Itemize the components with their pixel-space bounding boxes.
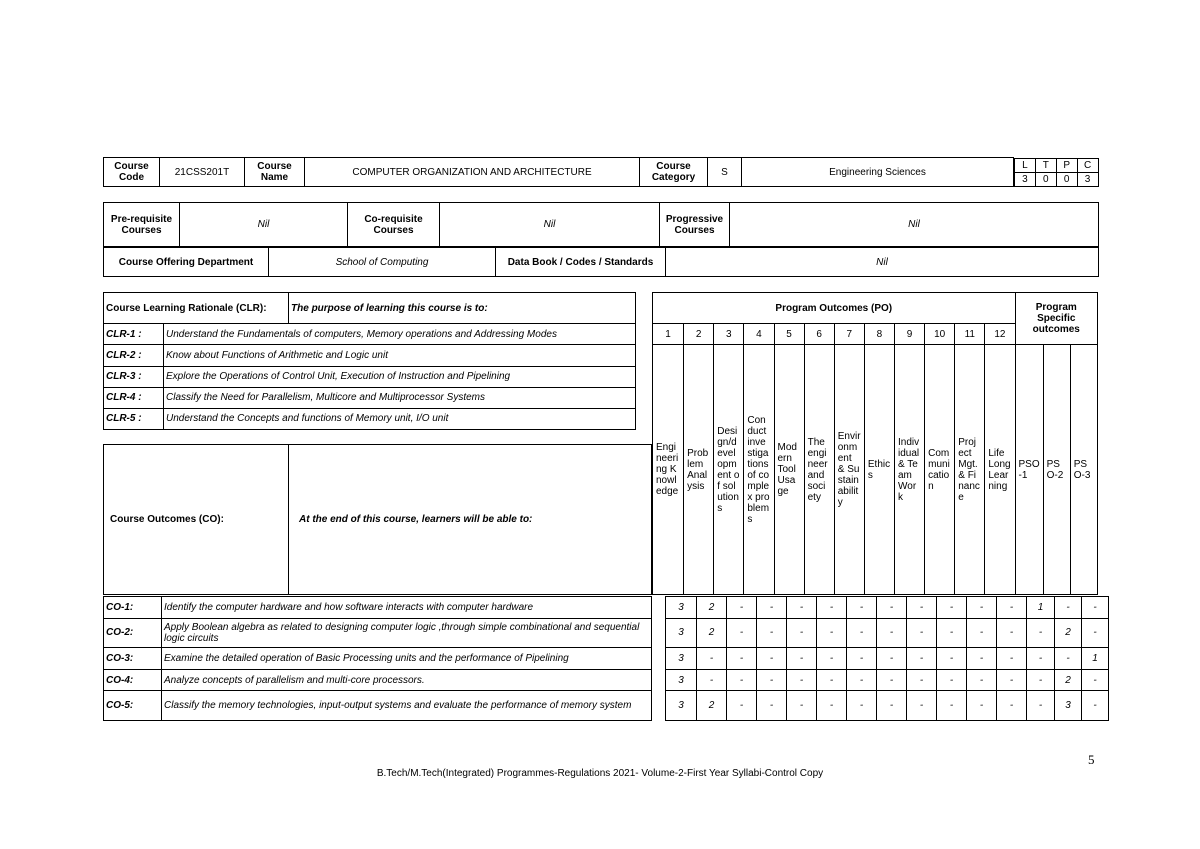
co-table	[103, 596, 1109, 721]
po-number: 2	[684, 324, 714, 345]
po-table	[652, 292, 1098, 595]
co-text: Analyze concepts of parallelism and multi-core processors.	[162, 669, 652, 691]
po-title: Program Outcomes (PO)	[653, 293, 1016, 324]
corequisite-value: Nil	[440, 203, 660, 247]
co-po-value: -	[757, 669, 787, 691]
co-id: CO-1:	[104, 597, 162, 619]
co-text: Classify the memory technologies, input-output systems and evaluate the performance of memory system	[162, 691, 652, 721]
clr-header-label: Course Learning Rationale (CLR):	[104, 293, 289, 324]
clr-text: Know about Functions of Arithmetic and Logic unit	[164, 345, 636, 366]
co-pso-value: 1	[1082, 648, 1109, 670]
po-name: Modern Tool Usage	[774, 345, 804, 595]
co-row	[104, 597, 1109, 619]
co-po-value: -	[967, 597, 997, 619]
po-name: Conduct investigations of complex problems	[744, 345, 774, 595]
po-name: Life Long Learning	[985, 345, 1015, 595]
po-name: Individual & Team Work	[895, 345, 925, 595]
ltpc-value: 0	[1056, 172, 1077, 186]
department-label: Course Offering Department	[104, 248, 269, 277]
course-code: 21CSS201T	[160, 158, 245, 187]
co-pso-value: -	[1082, 618, 1109, 648]
co-po-value: -	[997, 648, 1027, 670]
co-po-value: -	[877, 597, 907, 619]
co-header-text: At the end of this course, learners will be able to:	[289, 445, 652, 595]
co-pso-value: 3	[1055, 691, 1082, 721]
co-po-value: -	[847, 618, 877, 648]
co-po-value: -	[847, 597, 877, 619]
ltpc-value: 3	[1015, 172, 1036, 186]
co-gap	[652, 691, 666, 721]
co-po-value: -	[937, 618, 967, 648]
co-po-value: -	[787, 648, 817, 670]
clr-id: CLR-3 :	[104, 366, 164, 387]
co-po-value: -	[727, 618, 757, 648]
co-po-value: -	[757, 691, 787, 721]
clr-text: Classify the Need for Parallelism, Multicore and Multiprocessor Systems	[164, 387, 636, 408]
co-row	[104, 648, 1109, 670]
course-name-label: Course Name	[245, 158, 305, 187]
co-po-value: -	[817, 691, 847, 721]
co-po-value: -	[877, 618, 907, 648]
clr-id: CLR-1 :	[104, 324, 164, 345]
co-po-value: 3	[666, 691, 697, 721]
ltpc-label: T	[1035, 158, 1056, 172]
co-po-value: -	[817, 648, 847, 670]
co-pso-value: -	[1082, 669, 1109, 691]
co-pso-value: -	[1082, 691, 1109, 721]
ltpc-cell	[1014, 158, 1099, 187]
co-po-value: -	[877, 648, 907, 670]
po-number: 9	[895, 324, 925, 345]
co-po-value: 2	[697, 597, 727, 619]
co-text: Identify the computer hardware and how software interacts with computer hardware	[162, 597, 652, 619]
co-po-value: -	[787, 691, 817, 721]
co-po-value: -	[757, 597, 787, 619]
co-gap	[652, 597, 666, 619]
co-po-value: -	[727, 669, 757, 691]
pso-title: Program Specific outcomes	[1015, 293, 1097, 345]
corequisite-label: Co-requisite Courses	[348, 203, 440, 247]
course-name: COMPUTER ORGANIZATION AND ARCHITECTURE	[305, 158, 640, 187]
department-table	[103, 247, 1099, 277]
ltpc-label: L	[1015, 158, 1036, 172]
clr-header-text: The purpose of learning this course is to:	[289, 293, 636, 324]
co-po-value: -	[727, 597, 757, 619]
course-code-label: Course Code	[104, 158, 160, 187]
co-id: CO-2:	[104, 618, 162, 648]
po-number: 1	[653, 324, 684, 345]
co-po-value: -	[787, 618, 817, 648]
co-gap	[652, 669, 666, 691]
co-po-value: 3	[666, 648, 697, 670]
co-po-value: 3	[666, 669, 697, 691]
ltpc-label: C	[1077, 158, 1098, 172]
po-number: 5	[774, 324, 804, 345]
co-id: CO-4:	[104, 669, 162, 691]
co-po-value: 3	[666, 618, 697, 648]
po-name: Environment & Sustainability	[834, 345, 864, 595]
co-po-value: -	[847, 648, 877, 670]
co-po-value: 2	[697, 691, 727, 721]
co-po-value: -	[907, 618, 937, 648]
co-po-value: -	[967, 618, 997, 648]
course-category: Engineering Sciences	[742, 158, 1014, 187]
footer-text: B.Tech/M.Tech(Integrated) Programmes-Regulations 2021- Volume-2-First Year Syllabi-Control Copy	[376, 768, 824, 779]
co-pso-value: 2	[1055, 618, 1082, 648]
co-po-value: -	[847, 669, 877, 691]
co-po-value: -	[847, 691, 877, 721]
pso-name: PSO-1	[1015, 345, 1043, 595]
co-po-value: -	[787, 597, 817, 619]
po-name: Problem Analysis	[684, 345, 714, 595]
co-pso-value: 2	[1055, 669, 1082, 691]
co-pso-value: -	[1027, 648, 1055, 670]
po-name: The engineer and society	[804, 345, 834, 595]
co-po-value: -	[907, 648, 937, 670]
clr-id: CLR-5 :	[104, 408, 164, 429]
co-po-value: -	[997, 597, 1027, 619]
co-id: CO-3:	[104, 648, 162, 670]
ltpc-value: 0	[1035, 172, 1056, 186]
co-pso-value: -	[1055, 597, 1082, 619]
co-po-value: -	[817, 618, 847, 648]
po-name: Design/development of solutions	[714, 345, 744, 595]
co-po-value: -	[967, 648, 997, 670]
databook-value: Nil	[666, 248, 1099, 277]
co-po-value: -	[757, 648, 787, 670]
co-row	[104, 691, 1109, 721]
ltpc-label: P	[1056, 158, 1077, 172]
clr-id: CLR-2 :	[104, 345, 164, 366]
co-po-value: -	[787, 669, 817, 691]
co-po-value: -	[937, 669, 967, 691]
co-po-value: 2	[697, 618, 727, 648]
co-po-value: -	[997, 691, 1027, 721]
co-po-value: -	[907, 597, 937, 619]
co-po-value: -	[727, 648, 757, 670]
co-po-value: -	[937, 648, 967, 670]
co-gap	[652, 648, 666, 670]
co-row	[104, 618, 1109, 648]
po-number: 12	[985, 324, 1015, 345]
co-po-value: -	[697, 648, 727, 670]
co-pso-value: -	[1027, 691, 1055, 721]
course-category-label: Course Category	[640, 158, 708, 187]
pso-name: PSO-2	[1043, 345, 1070, 595]
co-po-value: -	[967, 669, 997, 691]
co-po-value: -	[727, 691, 757, 721]
co-po-value: -	[697, 669, 727, 691]
co-po-value: -	[877, 669, 907, 691]
department-value: School of Computing	[269, 248, 496, 277]
prerequisite-value: Nil	[180, 203, 348, 247]
co-header-label: Course Outcomes (CO):	[104, 445, 289, 595]
page-number: 5	[1088, 752, 1095, 767]
pso-name: PSO-3	[1070, 345, 1097, 595]
co-pso-value: -	[1027, 618, 1055, 648]
co-po-value: -	[877, 691, 907, 721]
ltpc-value: 3	[1077, 172, 1098, 186]
co-rows	[104, 597, 1109, 721]
progressive-label: Progressive Courses	[660, 203, 730, 247]
po-number: 8	[864, 324, 894, 345]
co-po-value: -	[907, 691, 937, 721]
clr-text: Explore the Operations of Control Unit, Execution of Instruction and Pipelining	[164, 366, 636, 387]
co-pso-value: -	[1055, 648, 1082, 670]
databook-label: Data Book / Codes / Standards	[496, 248, 666, 277]
co-header-table	[103, 444, 652, 595]
co-gap	[652, 618, 666, 648]
po-number: 3	[714, 324, 744, 345]
po-name: Communication	[925, 345, 955, 595]
co-po-value: -	[757, 618, 787, 648]
clr-table	[103, 292, 636, 430]
prerequisite-label: Pre-requisite Courses	[104, 203, 180, 247]
po-name: Ethics	[864, 345, 894, 595]
co-po-value: -	[937, 691, 967, 721]
co-po-value: -	[907, 669, 937, 691]
co-po-value: -	[967, 691, 997, 721]
co-row	[104, 669, 1109, 691]
po-number: 4	[744, 324, 774, 345]
po-number: 11	[955, 324, 985, 345]
co-po-value: -	[997, 669, 1027, 691]
co-pso-value: -	[1082, 597, 1109, 619]
co-text: Apply Boolean algebra as related to designing computer logic ,through simple combinational and sequential logic circuits	[162, 618, 652, 648]
co-id: CO-5:	[104, 691, 162, 721]
po-number: 10	[925, 324, 955, 345]
co-po-value: -	[937, 597, 967, 619]
course-category-code: S	[708, 158, 742, 187]
co-po-value: -	[817, 597, 847, 619]
co-pso-value: -	[1027, 669, 1055, 691]
clr-text: Understand the Fundamentals of computers, Memory operations and Addressing Modes	[164, 324, 636, 345]
course-header-table	[103, 157, 1099, 187]
co-po-value: -	[817, 669, 847, 691]
prerequisite-table	[103, 202, 1099, 247]
po-name: Project Mgt. & Finance	[955, 345, 985, 595]
co-pso-value: 1	[1027, 597, 1055, 619]
progressive-value: Nil	[730, 203, 1099, 247]
clr-id: CLR-4 :	[104, 387, 164, 408]
po-number: 7	[834, 324, 864, 345]
ltpc-table	[1014, 158, 1099, 187]
co-po-value: -	[997, 618, 1027, 648]
po-name: Engineering Knowledge	[653, 345, 684, 595]
clr-text: Understand the Concepts and functions of Memory unit, I/O unit	[164, 408, 636, 429]
po-number: 6	[804, 324, 834, 345]
co-po-value: 3	[666, 597, 697, 619]
co-text: Examine the detailed operation of Basic Processing units and the performance of Pipelining	[162, 648, 652, 670]
